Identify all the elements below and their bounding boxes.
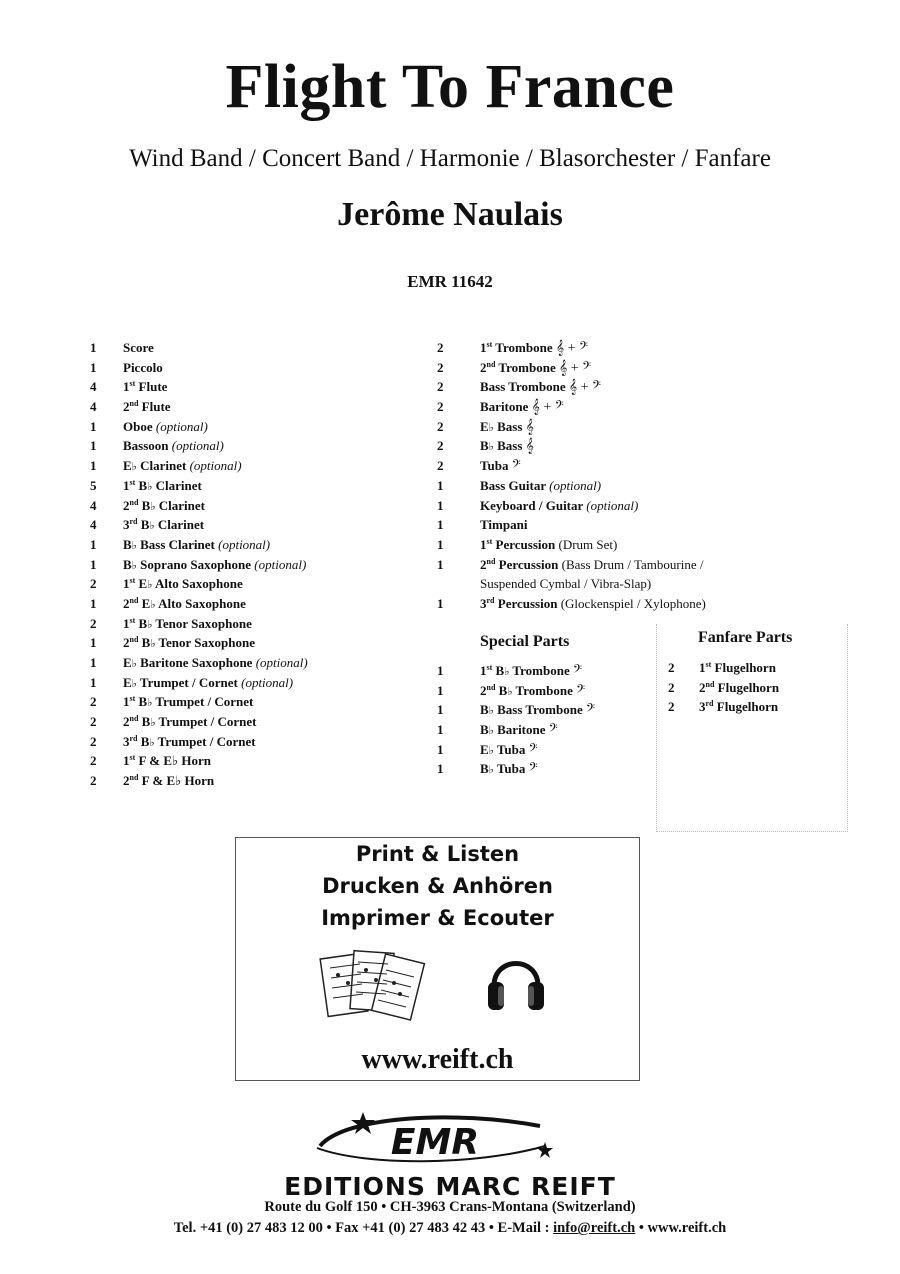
promo-line-french: Imprimer & Ecouter [321, 906, 554, 930]
part-row [90, 574, 420, 594]
part-name: Tuba 𝄢 [480, 458, 521, 475]
part-name: Timpani [480, 517, 528, 533]
part-quantity: 2 [668, 679, 675, 695]
part-quantity: 2 [90, 773, 97, 789]
part-quantity: 2 [90, 576, 97, 592]
ordinal-suffix: rd [129, 733, 138, 743]
part-quantity: 1 [437, 761, 444, 777]
part-name: 3rd B♭ Clarinet [123, 517, 205, 533]
clef-icon: 𝄢 [511, 459, 521, 475]
part-row [90, 358, 420, 378]
part-row [437, 594, 757, 614]
part-name: 2nd B♭ Trumpet / Cornet [123, 714, 257, 730]
ordinal-suffix: nd [705, 679, 715, 689]
part-row [90, 732, 420, 752]
part-quantity: 2 [668, 660, 675, 675]
part-quantity: 2 [90, 753, 97, 769]
part-quantity: 1 [90, 655, 97, 670]
flat-sign: ♭ [488, 764, 494, 777]
emr-logo [305, 1108, 565, 1168]
part-quantity: 2 [437, 438, 444, 454]
part-name: 1st B♭ Trumpet / Cornet [123, 694, 254, 710]
part-row [437, 740, 647, 760]
part-row [437, 515, 757, 535]
ordinal-suffix: st [129, 379, 136, 389]
ordinal-suffix: st [129, 694, 136, 704]
flat-sign: ♭ [147, 480, 153, 493]
part-row [437, 456, 757, 476]
part-quantity: 2 [437, 418, 444, 434]
clef-icon: 𝄞 + 𝄢 [558, 360, 592, 376]
ordinal-suffix: rd [486, 595, 495, 605]
part-quantity: 1 [90, 458, 97, 474]
part-quantity: 1 [437, 741, 444, 757]
part-row [90, 476, 420, 496]
flat-sign: ♭ [131, 559, 137, 572]
part-name: Bassoon (optional) [123, 438, 224, 454]
ensemble-subtitle: Wind Band / Concert Band / Harmonie / Blasorchester / Fanfare [129, 145, 771, 172]
part-row [90, 397, 420, 417]
part-row [90, 535, 420, 555]
part-name: B♭ Baritone 𝄢 [480, 722, 558, 739]
flat-sign: ♭ [149, 520, 155, 533]
part-row [437, 436, 757, 456]
ordinal-suffix: nd [129, 773, 139, 783]
part-quantity: 2 [437, 399, 444, 415]
part-quantity: 1 [90, 556, 97, 572]
part-name: Baritone 𝄞 + 𝄢 [480, 399, 564, 416]
parts-list-right [437, 338, 757, 614]
part-row [90, 456, 420, 476]
part-name: 2nd Flute [123, 399, 171, 415]
part-row [437, 377, 757, 397]
part-quantity: 2 [437, 340, 444, 355]
optional-note: (optional) [241, 674, 294, 690]
fanfare-parts-heading: Fanfare Parts [698, 629, 793, 646]
part-row [437, 759, 647, 779]
publisher-address: Route du Golf 150 • CH-3963 Crans-Montana (Switzerland) [264, 1199, 636, 1215]
part-name: E♭ Trumpet / Cornet (optional) [123, 674, 294, 690]
part-row [437, 417, 757, 437]
email-link[interactable]: info@reift.ch [553, 1220, 636, 1236]
clef-icon: 𝄞 + 𝄢 [531, 400, 564, 416]
part-row [437, 397, 757, 417]
optional-note: (optional) [218, 536, 271, 552]
ordinal-suffix: nd [129, 497, 139, 507]
part-quantity: 2 [90, 694, 97, 710]
clef-icon: 𝄞 + 𝄢 [568, 380, 602, 396]
part-row [437, 338, 757, 358]
headphones-icon [486, 946, 546, 1016]
ordinal-suffix: st [486, 663, 493, 672]
flat-sign: ♭ [488, 421, 494, 434]
part-quantity: 1 [437, 556, 444, 572]
part-row [668, 658, 838, 678]
part-name: E♭ Bass 𝄞 [480, 418, 534, 435]
ordinal-suffix: nd [486, 556, 496, 566]
flat-sign: ♭ [131, 539, 137, 552]
part-quantity: 2 [90, 615, 97, 631]
part-name: 1st B♭ Clarinet [123, 477, 202, 493]
part-name: 1st Flugelhorn [699, 660, 776, 675]
part-quantity: 5 [90, 477, 97, 493]
svg-text:EMR: EMR [390, 1122, 480, 1163]
clef-icon: 𝄢 [585, 703, 595, 719]
fanfare-parts-box [656, 624, 848, 832]
part-row [437, 476, 757, 496]
clef-icon: 𝄢 [528, 742, 538, 758]
part-quantity: 2 [437, 379, 444, 395]
part-quantity: 4 [90, 517, 97, 533]
ordinal-suffix: nd [129, 595, 139, 605]
part-name: Score [123, 340, 154, 355]
ordinal-suffix: st [129, 753, 136, 763]
optional-note: (optional) [189, 458, 242, 474]
flat-sign: ♭ [147, 618, 153, 631]
part-quantity: 1 [90, 595, 97, 611]
ordinal-suffix: rd [129, 517, 138, 527]
part-name: 2nd F & E♭ Horn [123, 773, 215, 789]
part-detail: (Bass Drum / Tambourine / [561, 556, 704, 572]
optional-note: (optional) [586, 497, 639, 513]
ordinal-suffix: nd [129, 399, 139, 409]
optional-note: (optional) [155, 418, 208, 434]
part-quantity: 1 [437, 595, 444, 611]
part-row [437, 555, 757, 594]
flat-sign: ♭ [150, 500, 156, 513]
parts-list-left [90, 338, 420, 791]
part-row [90, 673, 420, 693]
part-detail: (Glockenspiel / Xylophone) [560, 595, 706, 611]
part-quantity: 1 [90, 674, 97, 690]
part-row [437, 720, 647, 740]
part-row [90, 515, 420, 535]
part-row [90, 417, 420, 437]
part-row [90, 594, 420, 614]
part-row [90, 633, 420, 653]
flat-sign: ♭ [488, 744, 494, 757]
flat-sign: ♭ [149, 736, 155, 749]
part-name: 2nd Percussion (Bass Drum / Tambourine / [480, 556, 704, 572]
part-row [90, 653, 420, 673]
part-quantity: 1 [437, 722, 444, 738]
part-name: B♭ Soprano Saxophone (optional) [123, 556, 307, 572]
part-name: 3rd Percussion (Glockenspiel / Xylophone) [480, 595, 706, 611]
part-quantity: 2 [90, 714, 97, 730]
part-name: 1st F & E♭ Horn [123, 753, 211, 769]
part-detail-continued: Suspended Cymbal / Vibra-Slap) [480, 576, 652, 592]
promo-line-english: Print & Listen [355, 842, 520, 866]
flat-sign: ♭ [131, 461, 137, 474]
part-row [437, 358, 757, 378]
optional-note: (optional) [549, 477, 602, 493]
promo-line-german: Drucken & Anhören [322, 874, 553, 898]
part-name: 2nd E♭ Alto Saxophone [123, 595, 246, 611]
part-name: 2nd B♭ Clarinet [123, 497, 205, 513]
part-name: 2nd B♭ Trombone 𝄢 [480, 682, 586, 699]
clef-icon: 𝄢 [548, 723, 558, 739]
flat-sign: ♭ [488, 441, 494, 454]
part-row [437, 700, 647, 720]
flat-sign: ♭ [488, 705, 494, 718]
flat-sign: ♭ [488, 725, 494, 738]
part-quantity: 1 [90, 359, 97, 375]
clef-icon: 𝄢 [528, 762, 538, 778]
part-quantity: 4 [90, 399, 97, 415]
part-name: 3rd B♭ Trumpet / Cornet [123, 733, 256, 749]
part-name: 3rd Flugelhorn [699, 699, 779, 715]
part-name: 1st B♭ Tenor Saxophone [123, 615, 252, 631]
part-name: Bass Guitar (optional) [480, 477, 602, 493]
special-parts-list [437, 661, 647, 779]
part-name: B♭ Bass 𝄞 [480, 438, 534, 455]
flat-sign: ♭ [147, 579, 153, 592]
part-row [90, 751, 420, 771]
part-detail: (Drum Set) [558, 536, 618, 552]
part-name: 1st E♭ Alto Saxophone [123, 576, 243, 592]
part-name: Piccolo [123, 359, 163, 375]
part-row [437, 661, 647, 681]
part-quantity: 1 [90, 635, 97, 651]
part-row [90, 692, 420, 712]
part-name: 1st Trombone 𝄞 + 𝄢 [480, 340, 589, 356]
part-quantity: 2 [437, 359, 444, 375]
part-quantity: 1 [90, 438, 97, 454]
ordinal-suffix: nd [486, 682, 496, 692]
fanfare-parts-list [668, 658, 838, 717]
ordinal-suffix: st [129, 477, 136, 487]
part-name: B♭ Tuba 𝄢 [480, 761, 538, 778]
part-name: 2nd B♭ Tenor Saxophone [123, 635, 255, 651]
ordinal-suffix: st [486, 536, 493, 546]
part-quantity: 1 [90, 340, 97, 355]
publisher-contact: Tel. +41 (0) 27 483 12 00 • Fax +41 (0) 27 483 42 43 • E-Mail : info@reift.ch • www.reift.ch [173, 1220, 727, 1236]
catalog-number: EMR 11642 [407, 272, 493, 291]
part-quantity: 1 [90, 418, 97, 434]
part-name: Oboe (optional) [123, 418, 208, 434]
part-row [437, 681, 647, 701]
part-name: 2nd Trombone 𝄞 + 𝄢 [480, 359, 592, 376]
ordinal-suffix: nd [129, 714, 139, 724]
clef-icon: 𝄞 [525, 439, 534, 455]
part-name: E♭ Tuba 𝄢 [480, 741, 538, 758]
print-listen-box [235, 837, 640, 1081]
part-quantity: 1 [437, 536, 444, 552]
ordinal-suffix: st [486, 340, 493, 349]
part-quantity: 1 [437, 702, 444, 718]
part-name: B♭ Bass Trombone 𝄢 [480, 702, 595, 719]
flat-sign: ♭ [147, 697, 153, 710]
ordinal-suffix: nd [129, 635, 139, 645]
part-row [90, 338, 420, 358]
part-name: Keyboard / Guitar (optional) [480, 497, 639, 513]
flat-sign: ♭ [504, 666, 510, 678]
ordinal-suffix: rd [705, 699, 714, 709]
ordinal-suffix: st [129, 615, 136, 625]
part-row [668, 678, 838, 698]
part-row [90, 436, 420, 456]
part-row [90, 555, 420, 575]
part-quantity: 1 [437, 682, 444, 698]
part-quantity: 2 [668, 699, 675, 715]
website-link[interactable]: www.reift.ch [361, 1044, 514, 1075]
part-name: E♭ Baritone Saxophone (optional) [123, 655, 308, 670]
part-row [90, 377, 420, 397]
ordinal-suffix: st [705, 660, 712, 669]
part-name: 1st Percussion (Drum Set) [480, 536, 618, 552]
part-row [90, 614, 420, 634]
part-name: B♭ Bass Clarinet (optional) [123, 536, 271, 552]
part-name: 1st Flute [123, 379, 168, 395]
part-name: 1st B♭ Trombone 𝄢 [480, 663, 582, 679]
part-quantity: 1 [437, 477, 444, 493]
flat-sign: ♭ [150, 717, 156, 730]
part-row [90, 771, 420, 791]
composer-name: Jerôme Naulais [337, 196, 563, 233]
optional-note: (optional) [255, 655, 308, 670]
score-title: Flight To France [225, 53, 675, 121]
part-name: 2nd Flugelhorn [699, 679, 780, 695]
optional-note: (optional) [254, 556, 307, 572]
flat-sign: ♭ [150, 598, 156, 611]
part-name: Bass Trombone 𝄞 + 𝄢 [480, 379, 602, 396]
clef-icon: 𝄢 [572, 664, 582, 679]
clef-icon: 𝄢 [576, 683, 586, 699]
part-quantity: 2 [90, 733, 97, 749]
special-parts-heading: Special Parts [480, 633, 570, 650]
clef-icon: 𝄞 [525, 419, 534, 435]
part-quantity: 4 [90, 379, 97, 395]
ordinal-suffix: nd [486, 359, 496, 369]
part-row [668, 697, 838, 717]
clef-icon: 𝄞 + 𝄢 [555, 341, 589, 356]
publisher-name: EDITIONS MARC REIFT [284, 1172, 616, 1201]
flat-sign: ♭ [507, 685, 513, 698]
part-quantity: 1 [437, 517, 444, 533]
part-quantity: 2 [437, 458, 444, 474]
part-quantity: 1 [437, 663, 444, 678]
part-quantity: 4 [90, 497, 97, 513]
sheet-music-icon [318, 946, 428, 1026]
part-name: E♭ Clarinet (optional) [123, 458, 242, 474]
flat-sign: ♭ [131, 658, 137, 670]
flat-sign: ♭ [150, 638, 156, 651]
part-row [437, 496, 757, 516]
part-row [90, 712, 420, 732]
flat-sign: ♭ [131, 677, 137, 690]
part-quantity: 1 [90, 536, 97, 552]
part-quantity: 1 [437, 497, 444, 513]
optional-note: (optional) [171, 438, 224, 454]
part-row [90, 496, 420, 516]
ordinal-suffix: st [129, 576, 136, 586]
part-row [437, 535, 757, 555]
